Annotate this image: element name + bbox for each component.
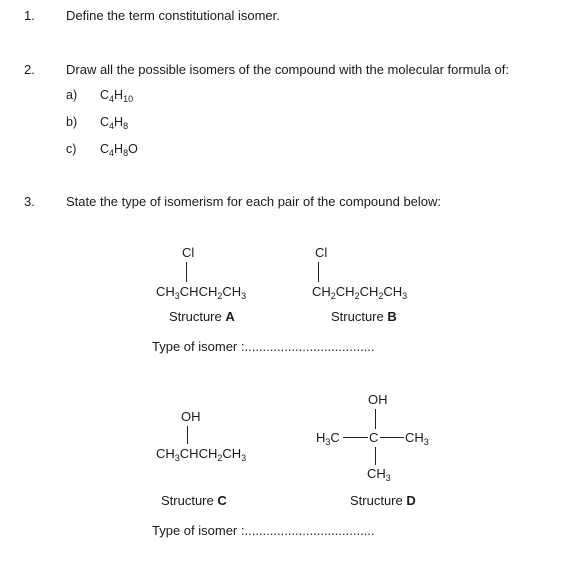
question-number-1: 1.	[24, 8, 35, 23]
formula-label-b: b)	[66, 115, 78, 129]
structure-d-bond-top	[375, 409, 376, 429]
type-of-isomer-2: Type of isomer :....................................	[152, 523, 375, 538]
structure-b-substituent: Cl	[315, 245, 328, 260]
question-number-3: 3.	[24, 194, 35, 209]
structure-a-label: Structure A	[169, 309, 235, 324]
question-text-1: Define the term constitutional isomer.	[66, 8, 280, 23]
formula-label-a: a)	[66, 88, 78, 102]
structure-d-right-group: $CH_3$	[405, 430, 429, 447]
formula-label-c: c)	[66, 142, 77, 156]
structure-d-bond-bottom	[375, 447, 376, 465]
structure-d-label: Structure D	[350, 493, 416, 508]
structure-d-center: C	[369, 430, 379, 445]
structure-d-bottom-group: $CH_3$	[367, 466, 391, 483]
structure-b-chain: $CH_2CH_2CH_2CH_3$	[312, 284, 408, 301]
question-text-3: State the type of isomerism for each pair of the compound below:	[66, 194, 442, 209]
structure-b-label: Structure B	[331, 309, 397, 324]
formula-a: $C_4H_{10}$	[100, 88, 134, 104]
structure-d-bond-left	[343, 437, 368, 438]
structure-d-left-group: $H_3C$	[316, 430, 340, 447]
structure-b-bond	[318, 262, 319, 282]
structure-a-bond	[186, 262, 187, 282]
structure-c-chain: $CH_3CHCH_2CH_3$	[156, 446, 247, 463]
formula-b: $C_4H_8$	[100, 115, 129, 131]
structure-c-bond	[187, 426, 188, 444]
question-number-2: 2.	[24, 62, 35, 77]
structure-a-substituent: Cl	[182, 245, 195, 260]
structure-d-substituent-top: OH	[368, 392, 388, 407]
type-of-isomer-1: Type of isomer :....................................	[152, 339, 375, 354]
structure-c-substituent: OH	[181, 409, 201, 424]
formula-c: $C_4H_8O$	[100, 142, 138, 158]
question-text-2: Draw all the possible isomers of the compound with the molecular formula of:	[66, 62, 509, 77]
structure-d-bond-right	[380, 437, 404, 438]
structure-a-chain: $CH_3CHCH_2CH_3$	[156, 284, 247, 301]
structure-c-label: Structure C	[161, 493, 227, 508]
